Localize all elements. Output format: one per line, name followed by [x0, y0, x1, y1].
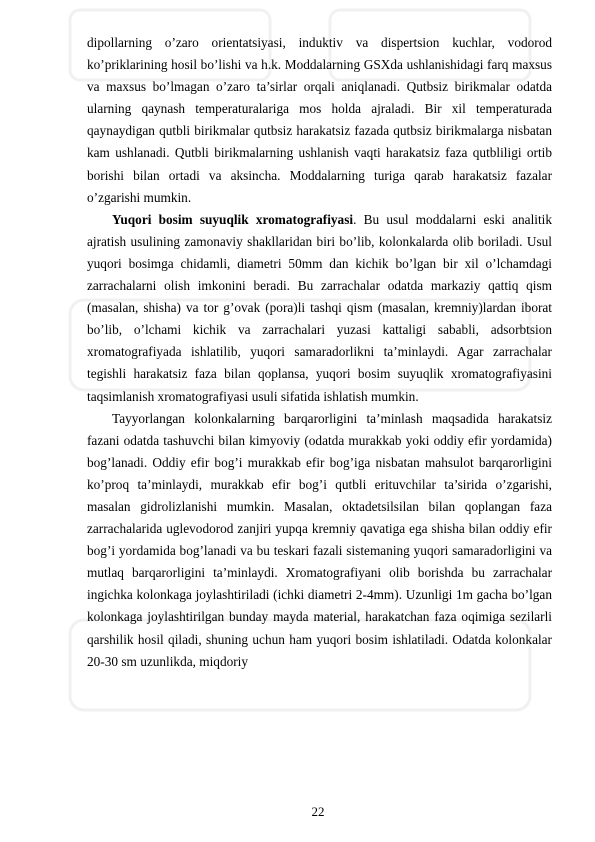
paragraph-2-text: . Bu usul moddalarni eski analitik ajratish usulining zamonaviy shakllaridan biri bo’lib, kolonkalarda olib boriladi. Usul yuqori bosimga chidamli, diametri 50mm dan kichik bo’lgan bir xil o’lchamdagi zarrachalarni olish imkonini beradi. Bu zarrachalar odatda markaziy qattiq qism (masalan, shisha) va tor g’ovak (pora)li tashqi qism (masalan, kremniy)lardan iborat bo’lib, o’lchami kichik va zarrachalari yuzasi kattaligi sababli, adsorbtsion xromatografiyada ishlatilib, yuqori samaradorlikni ta’minlaydi. Agar zarrachalar tegishli harakatsiz faza bilan qoplansa, yuqori bosim suyuqlik xromatografiyasini taqsimlanish xromatografiyasi usuli sifatida ishlatish mumkin.: [87, 211, 552, 404]
paragraph-2-heading: Yuqori bosim suyuqlik xromatografiyasi: [112, 211, 354, 227]
paragraph-3-text: Tayyorlangan kolonkalarning barqarorligini ta’minlash maqsadida harakatsiz fazani odatda tashuvchi bilan kimyoviy (odatda murakkab yoki oddiy efir yordamida) bog’lanadi. Oddiy efir bog’i murakkab efir bog’iga nisbatan mahsulot barqarorligini ko’proq ta’minlaydi, murakkab efir bog’i qutbli erituvchilar ta’sirida o’zgarishi, masalan gidrolizlanishi mumkin. Masalan, oktadetsilsilan bilan qoplangan faza zarrachalarida uglevodorod zanjiri yupqa kremniy qavatiga ega shisha bilan oddiy efir bog’i yordamida bog’lanadi va bu teskari fazali sistemaning yuqori samaradorligini va mutlaq barqarorligini ta’minlaydi. Xromatografiyani olib borishda bu zarrachalar ingichka kolonkaga joylashtiriladi (ichki diametri 2-4mm). Uzunligi 1m gacha bo’lgan kolonkaga joylashtirilgan bunday mayda material, harakatchan faza oqimiga sezilarli qarshilik hosil qiladi, shuning uchun ham yuqori bosim ishlatiladi. Odatda kolonkalar 20-30 sm uzunlikda, miqdoriy: [87, 410, 552, 669]
paragraph-1-text: dipollarning o’zaro orientatsiyasi, induktiv va dispertsion kuchlar, vodorod ko’priklarining hosil bo’lishi va h.k. Moddalarning GSXda ushlanishidagi farq maxsus va maxsus bo’lmagan o’zaro ta’sirlar orqali aniqlanadi. Qutbsiz birikmalar odatda ularning qaynash temperaturalariga mos holda ajraladi. Bir xil temperaturada qaynaydigan qutbli birikmalar qutbsiz harakatsiz fazada qutbsiz birikmalarga nisbatan kam ushlanadi. Qutbli birikmalarning ushlanish vaqti harakatsiz faza qutbliligi ortib borishi bilan ortadi va aksincha. Moddalarning turiga qarab harakatsiz fazalar o’zgarishi mumkin.: [87, 35, 552, 205]
paragraph-2: [87, 209, 552, 408]
paragraph-1: [87, 32, 552, 209]
page-number: 22: [311, 804, 325, 819]
paragraph-3: [87, 408, 552, 673]
document-body: [87, 32, 552, 673]
